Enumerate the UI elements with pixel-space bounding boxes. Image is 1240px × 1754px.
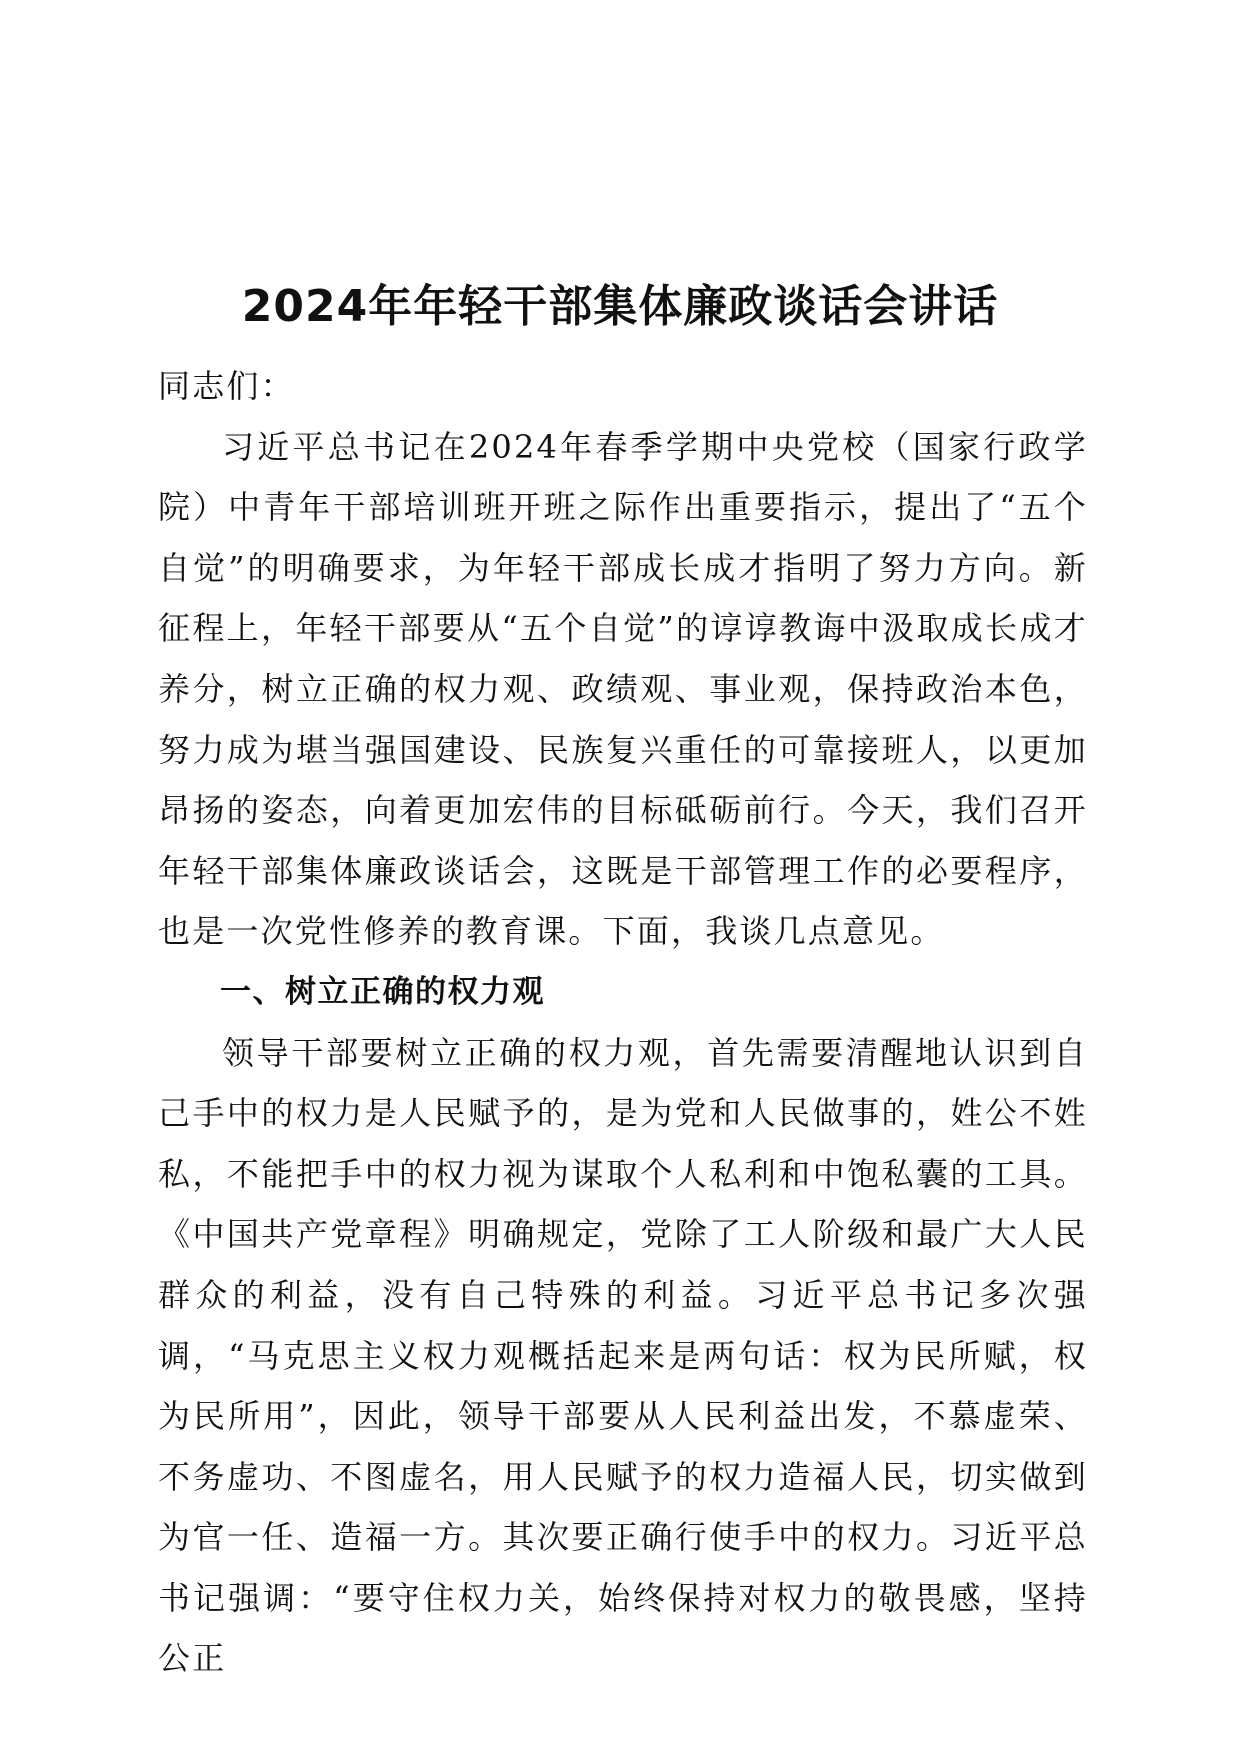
document-body	[158, 356, 1088, 1689]
salutation: 同志们：	[158, 367, 295, 405]
document-title: 2024年年轻干部集体廉政谈话会讲话	[241, 281, 999, 332]
section-1-paragraph: 领导干部要树立正确的权力观，首先需要清醒地认识到自己手中的权力是人民赋予的，是为党和人民做事的，姓公不姓私，不能把手中的权力视为谋取个人私利和中饱私囊的工具。《中国共产党章程》明确规定，党除了工人阶级和最广大人民群众的利益，没有自己特殊的利益。习近平总书记多次强调，“马克思主义权力观概括起来是两句话：权为民所赋，权为民所用”，因此，领导干部要从人民利益出发，不慕虚荣、不务虚功、不图虚名，用人民赋予的权力造福人民，切实做到为官一任、造福一方。其次要正确行使手中的权力。习近平总书记强调：“要守住权力关，始终保持对权力的敬畏感，坚持公正	[158, 1033, 1088, 1678]
section-1-heading: 一、树立正确的权力观	[220, 973, 545, 1010]
intro-paragraph: 习近平总书记在2024年春季学期中央党校（国家行政学院）中青年干部培训班开班之际作出重要指示，提出了“五个自觉”的明确要求，为年轻干部成长成才指明了努力方向。新征程上，年轻干部要从“五个自觉”的谆谆教诲中汲取成长成才养分，树立正确的权力观、政绩观、事业观，保持政治本色，努力成为堪当强国建设、民族复兴重任的可靠接班人，以更加昂扬的姿态，向着更加宏伟的目标砥砺前行。今天，我们召开年轻干部集体廉政谈话会，这既是干部管理工作的必要程序，也是一次党性修养的教育课。下面，我谈几点意见。	[158, 427, 1088, 951]
